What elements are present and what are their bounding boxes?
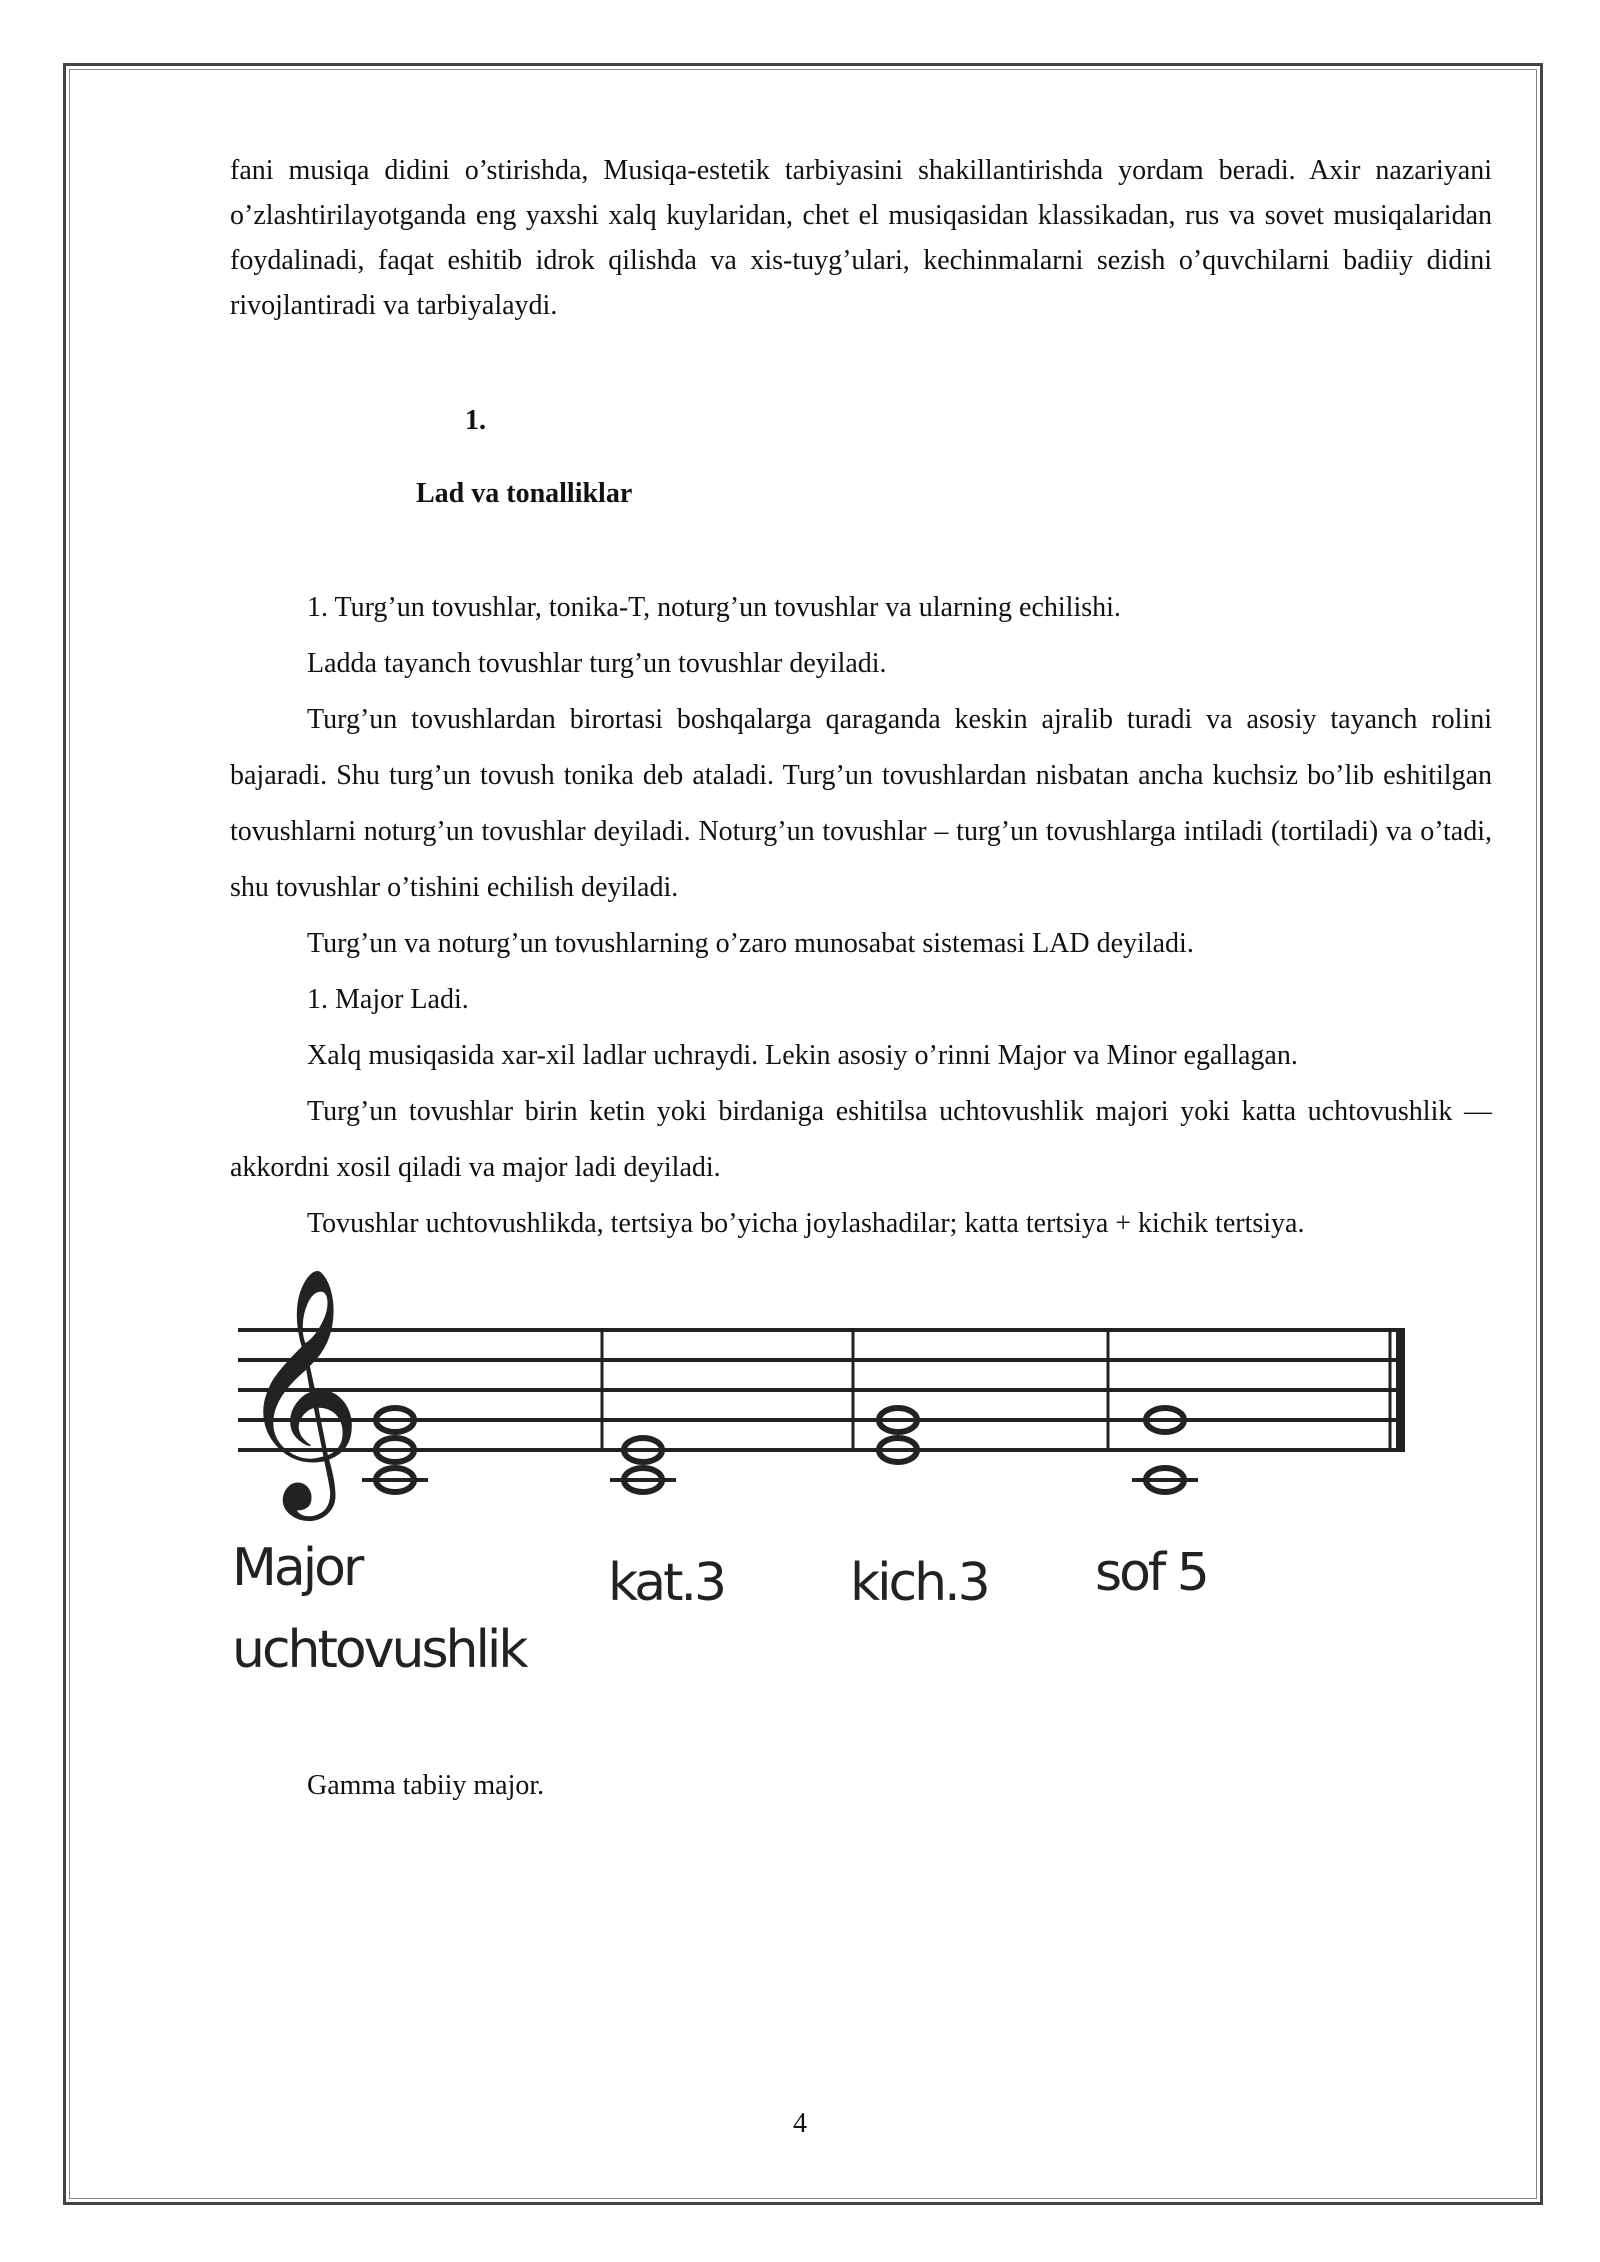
- body-text: [230, 580, 1492, 1252]
- paragraph: Xalq musiqasida xar-xil ladlar uchraydi. Lekin asosiy o’rinni Major va Minor egallagan.: [307, 1040, 1298, 1071]
- section-title: Lad va tonalliklar: [416, 478, 633, 509]
- paragraph: Ladda tayanch tovushlar turg’un tovushlar deyiladi.: [307, 648, 887, 679]
- label-sof5: sof 5: [1095, 1543, 1207, 1603]
- label-kat3: kat.3: [608, 1553, 725, 1613]
- paragraph: 1. Turg’un tovushlar, tonika-T, noturg’un tovushlar va ularning echilishi.: [307, 592, 1121, 623]
- music-notation-image: [230, 1255, 1410, 1695]
- staff-lines: [238, 1330, 1405, 1450]
- treble-clef-icon: 𝄞: [238, 1265, 363, 1510]
- paragraph: Turg’un va noturg’un tovushlarning o’zaro munosabat sistemasi LAD deyiladi.: [307, 928, 1194, 959]
- label-major: Major: [232, 1538, 362, 1598]
- gamma-caption: Gamma tabiiy major.: [307, 1770, 545, 1801]
- intro-section: [230, 148, 1492, 328]
- chord-kich3: [879, 1408, 917, 1462]
- page-number: 4: [793, 2108, 807, 2139]
- paragraph: Tovushlar uchtovushlikda, tertsiya bo’yicha joylashadilar; katta tertsiya + kichik tertsiya.: [307, 1208, 1305, 1239]
- label-kich3: kich.3: [850, 1553, 988, 1613]
- paragraph: 1. Major Ladi.: [307, 984, 469, 1015]
- chord-kat3: [610, 1438, 676, 1492]
- paragraph: Turg’un tovushlardan birortasi boshqalarga qaraganda keskin ajralib turadi va asosiy tayanch rolini bajaradi. Shu turg’un tovush tonika deb ataladi. Turg’un tovushlardan nisbatan ancha kuchsiz bo’lib eshitilgan tovushlarni noturg’un tovushlar deyiladi. Noturg’un tovushlar – turg’un tovushlarga intiladi (tortiladi) va o’tadi, shu tovushlar o’tishini echilish deyiladi.: [230, 704, 1492, 903]
- final-barline: [1396, 1330, 1405, 1450]
- label-uchtovushlik: uchtovushlik: [232, 1620, 526, 1680]
- section-number: 1.: [465, 405, 486, 436]
- intro-paragraph: fani musiqa didini o’stirishda, Musiqa-estetik tarbiyasini shakillantirishda yordam beradi. Axir nazariyani o’zlashtirilayotganda eng yaxshi xalq kuylaridan, chet el musiqasidan klassikadan, rus va sovet musiqalaridan foydalinadi, faqat eshitib idrok qilishda va xis-tuyg’ulari, kechinmalarni sezish o’quvchilarni badiiy didini rivojlantiradi va tarbiyalaydi.: [230, 155, 1492, 321]
- paragraph: Turg’un tovushlar birin ketin yoki birdaniga eshitilsa uchtovushlik majori yoki katta uchtovushlik — akkordni xosil qiladi va major ladi deyiladi.: [230, 1096, 1492, 1183]
